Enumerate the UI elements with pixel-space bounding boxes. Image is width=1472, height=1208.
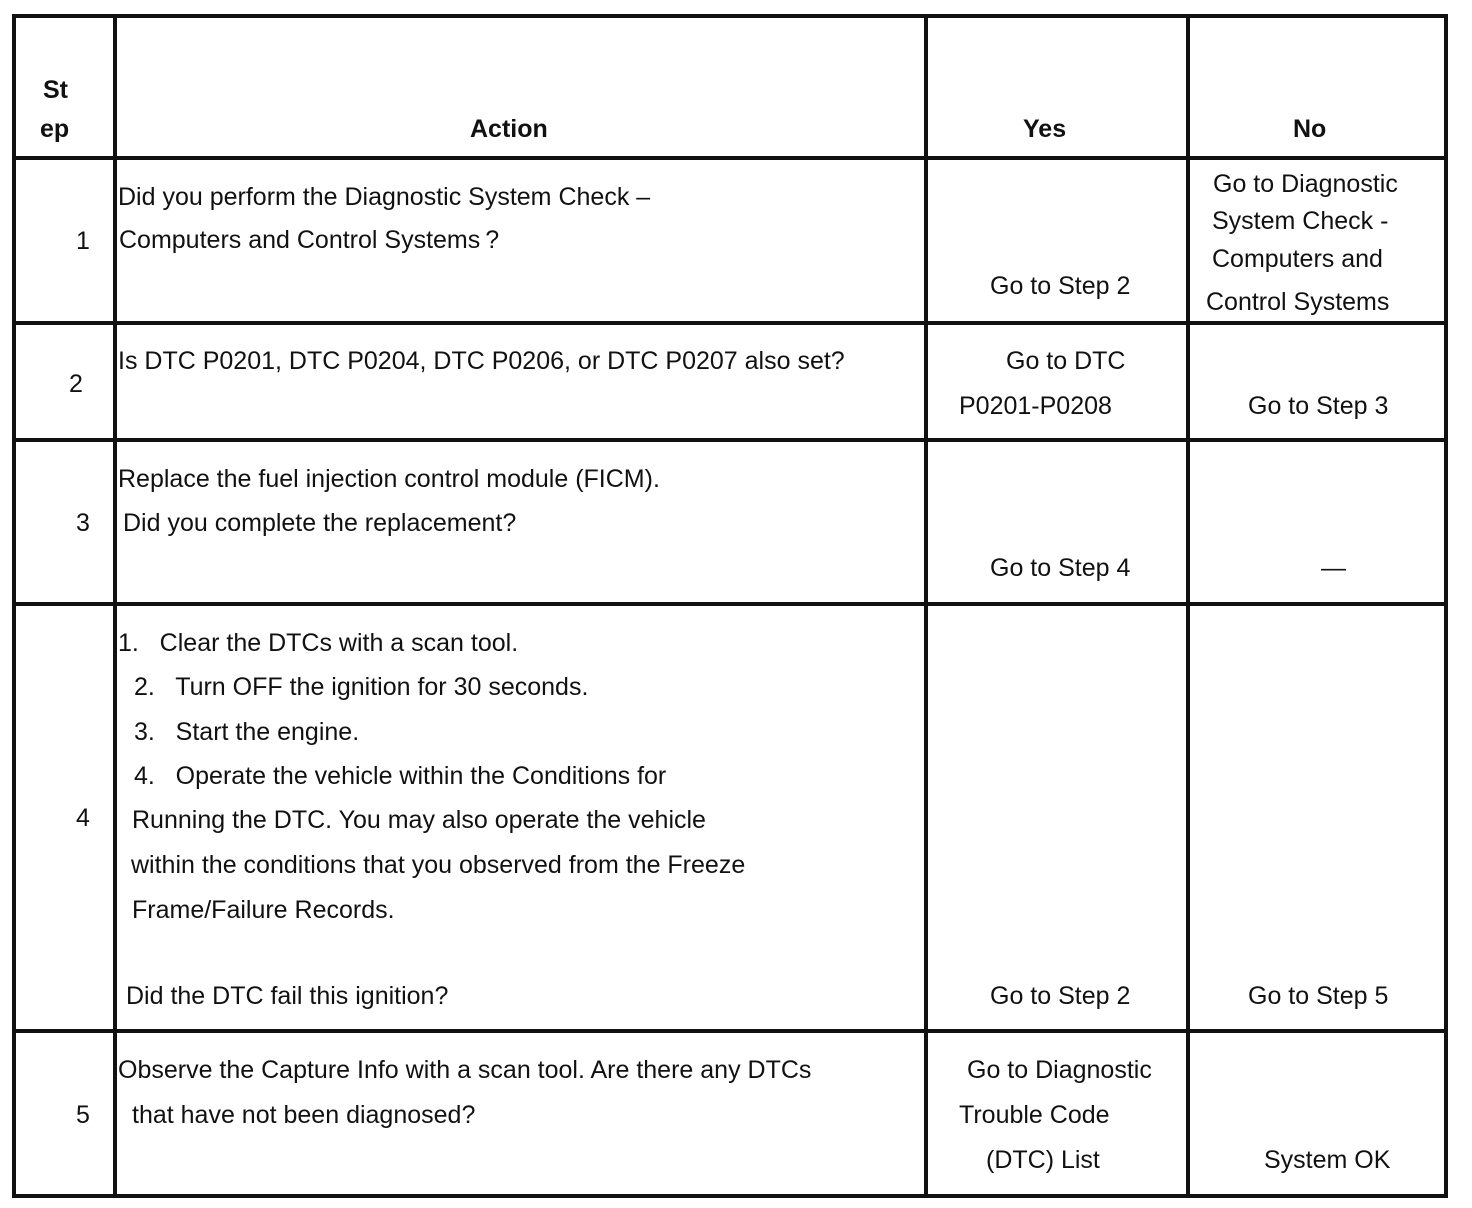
header-yes: Yes <box>1023 115 1067 143</box>
no-text: Control Systems <box>1206 288 1390 316</box>
header-step-line-2: ep <box>40 115 70 143</box>
step-number: 4 <box>76 804 90 832</box>
rule-right <box>1444 14 1448 1198</box>
step-number: 3 <box>76 509 90 537</box>
action-text: within the conditions that you observed from the Freeze <box>131 851 746 879</box>
rule-bottom <box>12 1194 1448 1198</box>
step-number: 2 <box>69 370 83 398</box>
action-text: 2. Turn OFF the ignition for 30 seconds. <box>134 673 589 701</box>
rule-action-yes <box>924 14 928 1198</box>
rule-header <box>12 156 1448 160</box>
action-text: Did you perform the Diagnostic System Check – <box>118 183 651 211</box>
yes-text: P0201-P0208 <box>959 392 1112 420</box>
rule-row-4 <box>12 1029 1448 1033</box>
rule-row-2 <box>12 438 1448 442</box>
action-text: Did you complete the replacement? <box>123 509 517 537</box>
action-text: that have not been diagnosed? <box>132 1101 476 1129</box>
header-action: Action <box>470 115 548 143</box>
yes-text: Go to Step 2 <box>990 982 1131 1010</box>
action-text: 4. Operate the vehicle within the Conditions for <box>134 762 667 790</box>
yes-text: Go to Step 2 <box>990 272 1131 300</box>
step-number: 1 <box>76 227 90 255</box>
yes-text: (DTC) List <box>986 1146 1100 1174</box>
action-text: Did the DTC fail this ignition? <box>126 982 449 1010</box>
yes-text: Go to Diagnostic <box>967 1056 1152 1084</box>
yes-text: Trouble Code <box>959 1101 1110 1129</box>
no-text: Computers and <box>1212 245 1383 273</box>
no-text: Go to Diagnostic <box>1213 170 1398 198</box>
action-text: 1. Clear the DTCs with a scan tool. <box>118 629 519 657</box>
yes-text: Go to Step 4 <box>990 554 1131 582</box>
action-text: Running the DTC. You may also operate the vehicle <box>132 806 706 834</box>
step-number: 5 <box>76 1101 90 1129</box>
header-step-line-1: St <box>43 76 68 104</box>
rule-row-3 <box>12 602 1448 606</box>
no-text: System Check - <box>1212 207 1389 235</box>
header-no: No <box>1293 115 1327 143</box>
action-text: Observe the Capture Info with a scan tool. Are there any DTCs <box>118 1056 812 1084</box>
no-text: Go to Step 3 <box>1248 392 1389 420</box>
action-text: Computers and Control Systems ? <box>119 226 500 254</box>
action-text: Replace the fuel injection control module (FICM). <box>118 465 660 493</box>
rule-left <box>12 14 16 1198</box>
yes-text: Go to DTC <box>1006 347 1126 375</box>
action-text: Is DTC P0201, DTC P0204, DTC P0206, or DTC P0207 also set? <box>118 347 845 375</box>
rule-row-1 <box>12 321 1448 325</box>
rule-yes-no <box>1186 14 1190 1198</box>
rule-step-action <box>113 14 117 1198</box>
action-text: 3. Start the engine. <box>134 718 360 746</box>
no-text: Go to Step 5 <box>1248 982 1389 1010</box>
no-text: System OK <box>1264 1146 1391 1174</box>
no-text: — <box>1321 554 1346 582</box>
rule-top <box>12 14 1448 18</box>
action-text: Frame/Failure Records. <box>132 896 395 924</box>
